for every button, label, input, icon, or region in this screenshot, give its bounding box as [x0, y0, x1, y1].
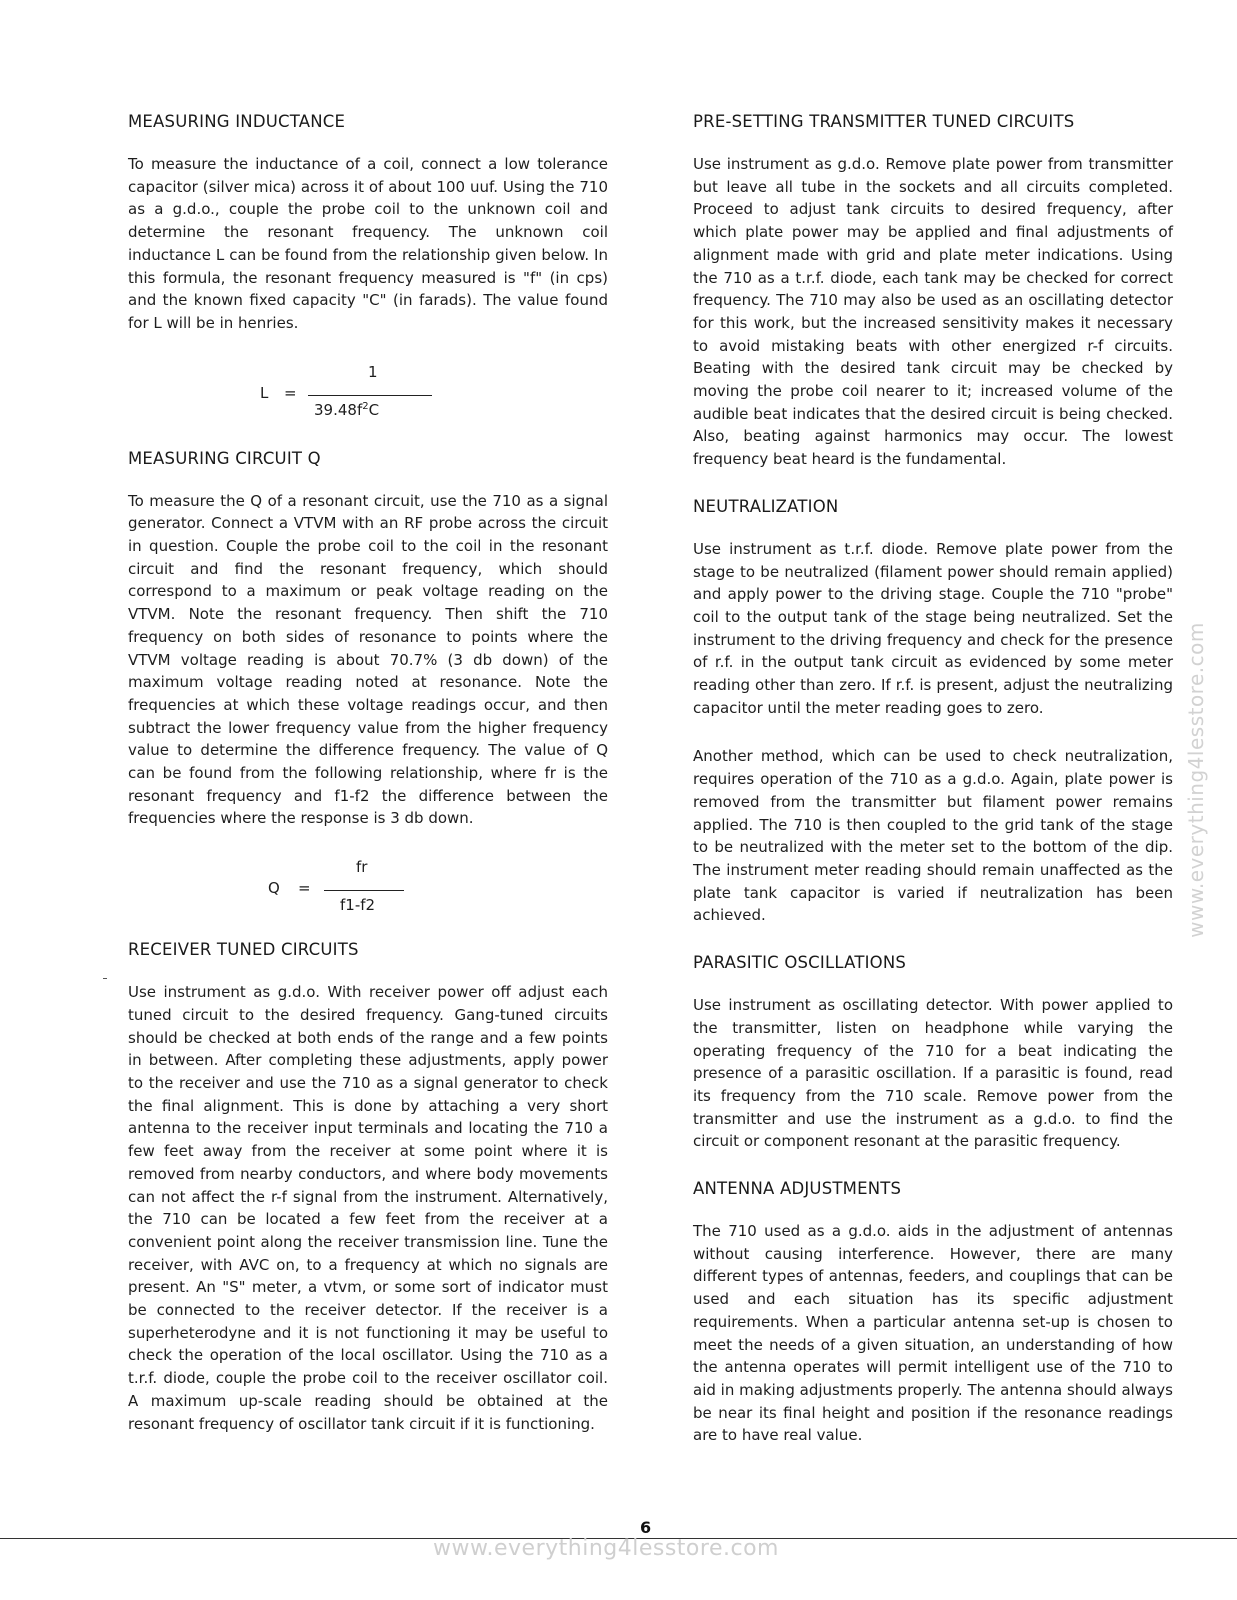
section-heading: PARASITIC OSCILLATIONS: [693, 953, 907, 973]
section-body: Use instrument as g.d.o. Remove plate power from transmitter but leave all tube in the sockets and all circuits completed. Proceed to adjust tank circuits to desired frequency, after which plate power may be applied and final adjustments of alignment made with grid and plate meter indications. Using the 710 as a t.r.f. diode, each tank may be checked for correct frequency. The 710 may also be used as an oscillating detector for this work, but the increased sensitivity makes it necessary to avoid mistaking beats with other energized r-f circuits. Beating with the desired tank circuit may be checked by moving the probe coil nearer to it; increased volume of the audible beat indicates that the desired circuit is being checked. Also, beating against harmonics may occur. The lowest frequency beat heard is the fundamental.: [693, 155, 1173, 469]
inductance-formula: [128, 361, 608, 441]
section-heading: ANTENNA ADJUSTMENTS: [693, 1179, 902, 1199]
section-body: Use instrument as g.d.o. With receiver power off adjust each tuned circuit to the desired frequency. Gang-tuned circuits should be checked at both ends of the range and a few points in between. After completing these adjustments, apply power to the receiver and use the 710 as a signal generator to check the final alignment. This is done by attaching a very short antenna to the receiver input terminals and locating the 710 a few feet away from the receiver at some point where it is removed from nearby conductors, and where body movements can not affect the r-f signal from the instrument. Alternatively, the 710 can be located a few feet from the receiver at a convenient point along the receiver transmission line. Tune the receiver, with AVC on, to a frequency at which no signals are present. An "S" meter, a vtvm, or some sort of indicator must be connected to the receiver detector. If the receiver is a superheterodyne and it is not functioning it may be useful to check the operation of the local oscillator. Using the 710 as a t.r.f. diode, couple the probe coil to the receiver oscillator coil. A maximum up-scale reading should be obtained at the resonant frequency of oscillator tank circuit if it is functioning.: [128, 983, 608, 1433]
section-parasitic-oscillations: [693, 953, 1173, 1153]
section-neutralization: [693, 497, 1173, 927]
section-heading: NEUTRALIZATION: [693, 496, 839, 516]
right-column: [693, 112, 1173, 1473]
fraction-bar: [324, 890, 404, 891]
section-heading: RECEIVER TUNED CIRCUITS: [128, 940, 359, 960]
margin-mark: [103, 978, 107, 979]
side-watermark: www.everything4lesstore.com: [1184, 622, 1208, 938]
bottom-watermark: www.everything4lesstore.com: [433, 1536, 779, 1561]
formula-equals: =: [298, 879, 311, 898]
section-body: The 710 used as a g.d.o. aids in the adjustment of antennas without causing interference. However, there are many different types of antennas, feeders, and couplings that can be used and each situation has its specific adjustment requirements. When a particular antenna set-up is chosen to meet the needs of a given situation, an understanding of how the antenna operates will permit intelligent use of the 710 to aid in making adjustments properly. The antenna should always be near its final height and position if the resonance readings are to have real value.: [693, 1222, 1173, 1445]
formula-numerator: 1: [368, 362, 378, 381]
section-heading: PRE-SETTING TRANSMITTER TUNED CIRCUITS: [693, 112, 1075, 131]
section-presetting-transmitter: [693, 112, 1173, 471]
formula-lhs: L: [260, 383, 269, 402]
section-body: To measure the Q of a resonant circuit, use the 710 as a signal generator. Connect a VTVM with an RF probe across the circuit in question. Couple the probe coil to the coil in the resonant circuit and find the resonant frequency, which should correspond to a maximum or peak voltage reading on the VTVM. Note the resonant frequency. Then shift the 710 frequency on both sides of resonance to points where the VTVM voltage reading is about 70.7% (3 db down) of the maximum voltage reading noted at resonance. Note the frequencies at which these voltage readings occur, and then subtract the lower frequency value from the higher frequency value to determine the difference frequency. The value of Q can be found from the following relationship, where fr is the resonant frequency and f1-f2 the difference between the frequencies where the response is 3 db down.: [128, 491, 608, 828]
formula-denominator: $39.48f^2C$: [314, 400, 380, 419]
fraction-bar: [308, 395, 432, 396]
section-body: Another method, which can be used to check neutralization, requires operation of the 710 as a g.d.o. Again, plate power is removed from the transmitter but filament power remains applied. The 710 is then coupled to the grid tank of the stage to be neutralized with the meter set to the bottom of the dip. The instrument meter reading should remain unaffected as the plate tank capacitor is varied if neutralization has been achieved.: [693, 747, 1173, 925]
page-number: 6: [640, 1518, 652, 1537]
formula-lhs: Q: [268, 879, 280, 898]
section-heading: MEASURING INDUCTANCE: [128, 112, 346, 131]
q-formula: [128, 856, 608, 932]
section-receiver-tuned-circuits: [128, 940, 608, 1435]
section-body: To measure the inductance of a coil, connect a low tolerance capacitor (silver mica) across it of about 100 uuf. Using the 710 as a g.d.o., couple the probe coil to the unknown coil and determine the resonant frequency. The unknown coil inductance L can be found from the relationship given below. In this formula, the resonant frequency measured is "f" (in cps) and the known fixed capacity "C" (in farads). The value found for L will be in henries.: [128, 155, 608, 332]
section-antenna-adjustments: [693, 1179, 1173, 1447]
formula-equals: =: [284, 383, 297, 402]
formula-numerator: fr: [356, 858, 368, 877]
left-column: [128, 112, 608, 1461]
formula-denominator: f1-f2: [340, 896, 376, 915]
section-body: Use instrument as oscillating detector. With power applied to the transmitter, listen on headphone while varying the operating frequency of the 710 for a beat indicating the presence of a parasitic oscillation. If a parasitic is found, read its frequency from the 710 scale. Remove power from the transmitter and use the instrument as a g.d.o. to find the circuit or component resonant at the parasitic frequency.: [693, 996, 1173, 1151]
section-measuring-circuit-q: [128, 449, 608, 933]
section-measuring-inductance: [128, 112, 608, 441]
section-body: Use instrument as t.r.f. diode. Remove plate power from the stage to be neutralized (filament power should remain applied) and apply power to the driving stage. Couple the 710 "probe" coil to the output tank of the stage being neutralized. Set the instrument to the driving frequency and check for the presence of r.f. in the output tank circuit as evidenced by some meter reading other than zero. If r.f. is present, adjust the neutralizing capacitor until the meter reading goes to zero.: [693, 539, 1173, 717]
section-heading: MEASURING CIRCUIT Q: [128, 448, 321, 468]
